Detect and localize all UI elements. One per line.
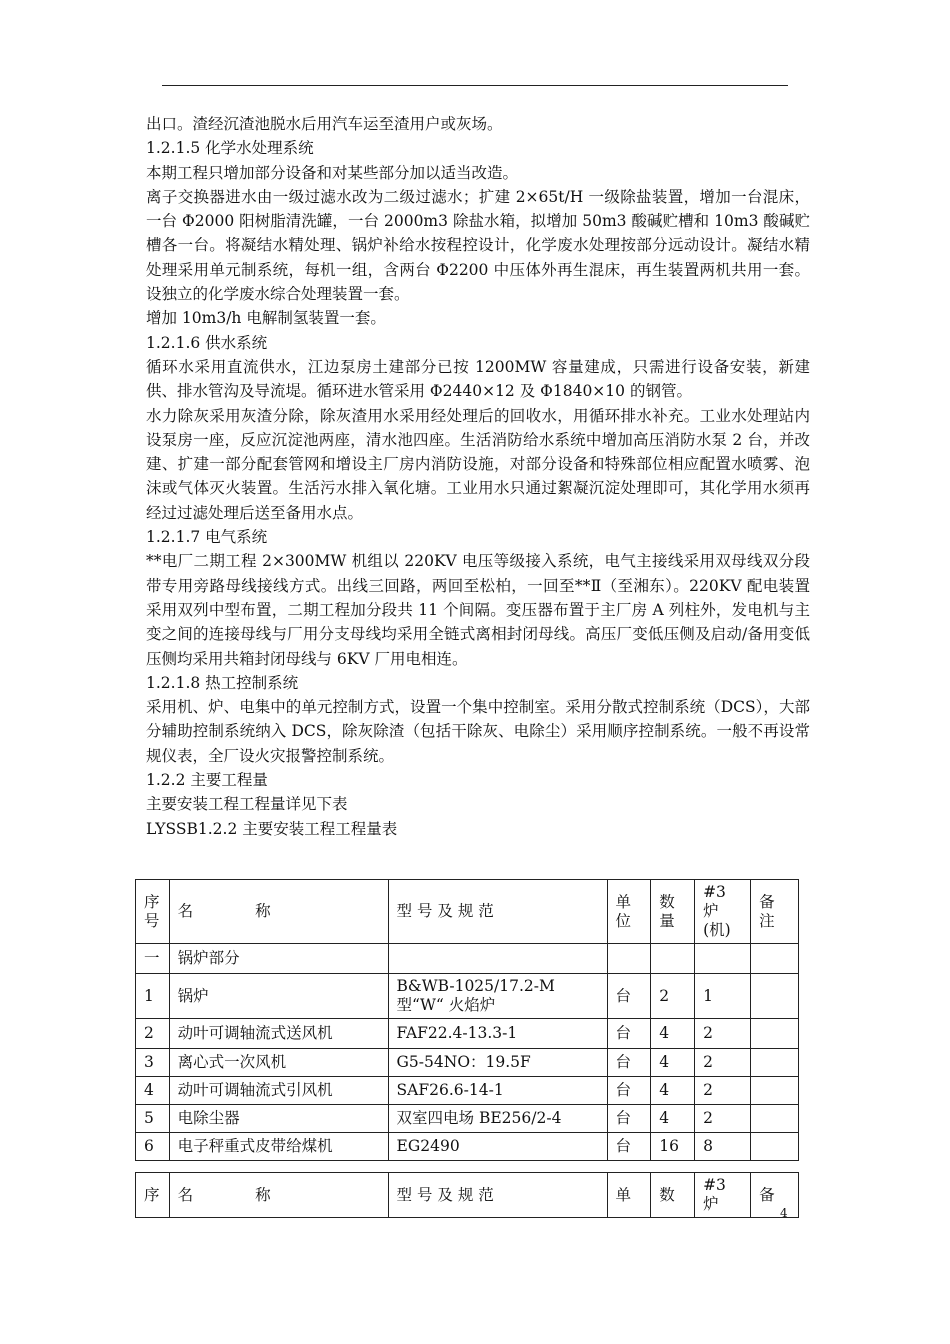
cell-name: 电子秤重式皮带给煤机 bbox=[169, 1133, 388, 1161]
cell-model: 双室四电场 BE256/2-4 bbox=[388, 1105, 607, 1133]
section-heading: 1.2.1.5 化学水处理系统 bbox=[146, 139, 314, 158]
cell-unit3 bbox=[695, 944, 751, 974]
cell-model: B&WB-1025/17.2-M 型“W“ 火焰炉 bbox=[388, 974, 607, 1019]
cell-note bbox=[751, 944, 799, 974]
section-heading: 1.2.1.6 供水系统 bbox=[146, 333, 268, 352]
paragraph: 本期工程只增加部分设备和对某些部分加以适当改造。 bbox=[146, 163, 519, 182]
cell-unit3: 2 bbox=[695, 1019, 751, 1049]
section-heading: 1.2.1.7 电气系统 bbox=[146, 528, 268, 547]
cell-unit bbox=[607, 944, 651, 974]
document-body bbox=[146, 112, 810, 841]
header-unit: 单位 bbox=[607, 880, 651, 944]
cell-name: 锅炉部分 bbox=[169, 944, 388, 974]
header-qty: 数 bbox=[651, 1173, 695, 1218]
header-model: 型 号 及 规 范 bbox=[388, 1173, 607, 1218]
quantity-table bbox=[135, 879, 799, 1161]
paragraph: 水力除灰采用灰渣分除，除灰渣用水采用经处理后的回收水，用循环排水补充。工业水处理站内设泵房一座，反应沉淀池两座，清水池四座。生活消防给水系统中增加高压消防水泵 2 台，并改建、扩建一部分配套管网和增设主厂房内消防设施，对部分设备和特殊部位相应配置水喷雾、泡沫或气体灭火装置。生活污水排入氧化塘。工业用水只通过絮凝沉淀处理即可，其化学用水须再经过过滤处理后送至备用水点。 bbox=[146, 406, 810, 522]
paragraph: 出口。渣经沉渣池脱水后用汽车运至渣用户或灰场。 bbox=[146, 115, 503, 133]
cell-unit3: 2 bbox=[695, 1049, 751, 1077]
quantity-table-continued bbox=[135, 1172, 799, 1218]
header-model: 型 号 及 规 范 bbox=[388, 880, 607, 944]
section-heading: 1.2.2 主要工程量 bbox=[146, 771, 268, 790]
cell-note bbox=[751, 1019, 799, 1049]
table-row bbox=[136, 1105, 799, 1133]
cell-name: 锅炉 bbox=[169, 974, 388, 1019]
cell-qty: 2 bbox=[651, 974, 695, 1019]
cell-no: 2 bbox=[136, 1019, 170, 1049]
cell-model: FAF22.4-13.3-1 bbox=[388, 1019, 607, 1049]
paragraph: 采用机、炉、电集中的单元控制方式，设置一个集中控制室。采用分散式控制系统（DCS），大部分辅助控制系统纳入 DCS，除灰除渣（包括干除灰、电除尘）采用顺序控制系统。一般不再设常规仪表，全厂设火灾报警控制系统。 bbox=[146, 698, 810, 765]
section-heading: 1.2.1.8 热工控制系统 bbox=[146, 673, 299, 692]
cell-note bbox=[751, 974, 799, 1019]
cell-unit: 台 bbox=[607, 1019, 651, 1049]
section-heading: LYSSB1.2.2 主要安装工程工程量表 bbox=[146, 819, 398, 838]
header-name: 名 称 bbox=[169, 1173, 388, 1218]
cell-qty: 4 bbox=[651, 1105, 695, 1133]
cell-name: 电除尘器 bbox=[169, 1105, 388, 1133]
header-no: 序号 bbox=[136, 880, 170, 944]
cell-note bbox=[751, 1105, 799, 1133]
cell-unit3: 8 bbox=[695, 1133, 751, 1161]
paragraph: 循环水采用直流供水，江边泵房土建部分已按 1200MW 容量建成，只需进行设备安装，新建供、排水管沟及导流堤。循环进水管采用 Φ2440×12 及 Φ1840×10 的钢管。 bbox=[146, 357, 810, 401]
section-heading: 主要安装工程工程量详见下表 bbox=[146, 795, 348, 814]
header-unit3: #3 炉 bbox=[695, 1173, 751, 1218]
cell-no: 3 bbox=[136, 1049, 170, 1077]
header-no: 序 bbox=[136, 1173, 170, 1218]
cell-name: 动叶可调轴流式引风机 bbox=[169, 1077, 388, 1105]
cell-note bbox=[751, 1077, 799, 1105]
cell-model: G5-54NO：19.5F bbox=[388, 1049, 607, 1077]
cell-qty: 4 bbox=[651, 1077, 695, 1105]
cell-unit: 台 bbox=[607, 1105, 651, 1133]
cell-no: 4 bbox=[136, 1077, 170, 1105]
paragraph: 离子交换器进水由一级过滤水改为二级过滤水；扩建 2×65t/H 一级除盐装置，增加一台混床，一台 Φ2000 阳树脂清洗罐，一台 2000m3 除盐水箱，拟增加 50m3 酸碱贮槽和 10m3 酸碱贮槽各一台。将凝结水精处理、锅炉补给水按程控设计，化学废水处理按部分远动设计。凝结水精处理采用单元制系统，每机一组，含两台 Φ2200 中压体外再生混床，再生装置两机共用一套。设独立的化学废水综合处理装置一套。 bbox=[146, 187, 810, 304]
header-note: 备 bbox=[751, 1173, 799, 1218]
cell-no: 5 bbox=[136, 1105, 170, 1133]
table-row bbox=[136, 1133, 799, 1161]
cell-no: 6 bbox=[136, 1133, 170, 1161]
cell-unit3: 2 bbox=[695, 1105, 751, 1133]
cell-qty: 4 bbox=[651, 1019, 695, 1049]
page-number: 4 bbox=[780, 1206, 788, 1220]
cell-model: SAF26.6-14-1 bbox=[388, 1077, 607, 1105]
cell-unit: 台 bbox=[607, 1049, 651, 1077]
cell-qty: 16 bbox=[651, 1133, 695, 1161]
cell-note bbox=[751, 1133, 799, 1161]
table-header-row bbox=[136, 1173, 799, 1218]
paragraph: **电厂二期工程 2×300MW 机组以 220KV 电压等级接入系统，电气主接线采用双母线双分段带专用旁路母线接线方式。出线三回路，两回至松柏，一回至**Ⅱ（至湘东）。220KV 配电装置采用双列中型布置，二期工程加分段共 11 个间隔。变压器布置于主厂房 A 列柱外，发电机与主变之间的连接母线与厂用分支母线均采用全链式离相封闭母线。高压厂变低压侧及启动/备用变低压侧均采用共箱封闭母线与 6KV 厂用电相连。 bbox=[146, 552, 810, 668]
cell-model bbox=[388, 944, 607, 974]
paragraph: 增加 10m3/h 电解制氢装置一套。 bbox=[146, 309, 386, 328]
header-rule bbox=[162, 85, 788, 86]
cell-name: 动叶可调轴流式送风机 bbox=[169, 1019, 388, 1049]
table-row bbox=[136, 1077, 799, 1105]
cell-no: 一 bbox=[136, 944, 170, 974]
table-header-row bbox=[136, 880, 799, 944]
table-row bbox=[136, 974, 799, 1019]
cell-qty bbox=[651, 944, 695, 974]
header-note: 备注 bbox=[751, 880, 799, 944]
cell-unit3: 2 bbox=[695, 1077, 751, 1105]
table-row bbox=[136, 1049, 799, 1077]
header-qty: 数量 bbox=[651, 880, 695, 944]
cell-unit3: 1 bbox=[695, 974, 751, 1019]
table-row bbox=[136, 1019, 799, 1049]
cell-unit: 台 bbox=[607, 1077, 651, 1105]
cell-model: EG2490 bbox=[388, 1133, 607, 1161]
cell-note bbox=[751, 1049, 799, 1077]
cell-name: 离心式一次风机 bbox=[169, 1049, 388, 1077]
cell-no: 1 bbox=[136, 974, 170, 1019]
header-unit: 单 bbox=[607, 1173, 651, 1218]
cell-qty: 4 bbox=[651, 1049, 695, 1077]
table-row bbox=[136, 944, 799, 974]
header-name: 名 称 bbox=[169, 880, 388, 944]
header-unit3: #3 炉(机) bbox=[695, 880, 751, 944]
cell-unit: 台 bbox=[607, 1133, 651, 1161]
cell-unit: 台 bbox=[607, 974, 651, 1019]
